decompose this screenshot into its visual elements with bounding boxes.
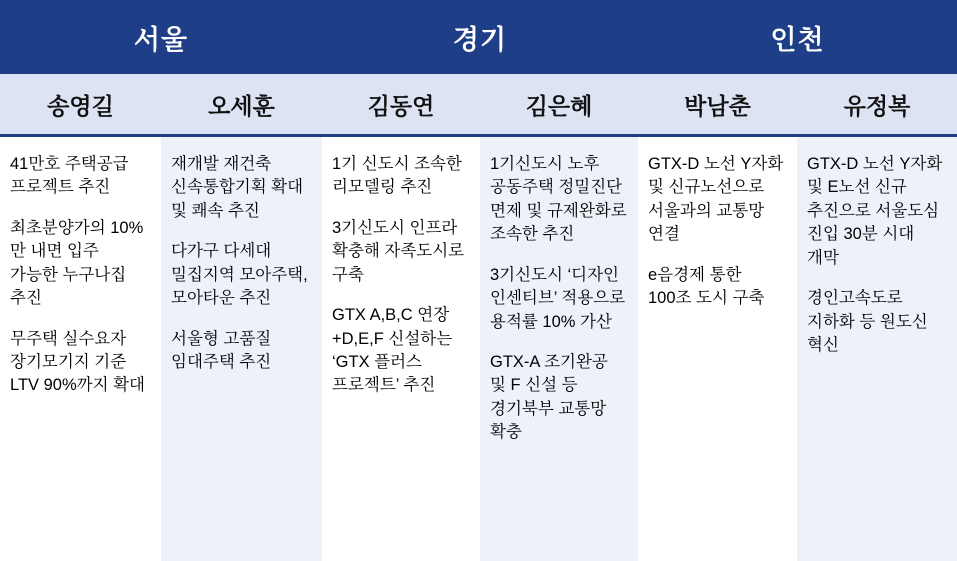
pledge-content-row: [0, 137, 957, 561]
candidate-name-2: 김동연: [367, 92, 435, 119]
pledge-cell-1: [161, 137, 322, 561]
candidate-name-row: [0, 74, 957, 137]
pledge-item: e음경제 통한 100조 도시 구축: [648, 265, 765, 308]
region-header-gyeonggi: 경기: [452, 24, 508, 55]
pledge-cell-2: [322, 137, 480, 561]
pledge-cell-5: [797, 137, 957, 561]
pledge-item: 최초분양가의 10%만 내면 입주 가능한 누구나집 추진: [10, 218, 144, 308]
pledge-item: 서울형 고품질 임대주택 추진: [171, 329, 272, 371]
candidate-name-4: 박남춘: [684, 92, 751, 119]
pledge-cell-3: [480, 137, 638, 561]
pledge-item: 무주택 실수요자 장기모기지 기준 LTV 90%까지 확대: [10, 329, 145, 395]
pledge-item: GTX-D 노선 Y자화 및 E노선 신규 추진으로 서울도심 진입 30분 시대 개막: [807, 155, 943, 267]
region-header-row: [0, 0, 957, 74]
pledge-item: 1기신도시 노후 공동주택 정밀진단 면제 및 규제완화로 조속한 추진: [490, 155, 627, 244]
pledge-item: 다가구 다세대 밀집지역 모아주택, 모아타운 추진: [171, 242, 308, 308]
pledge-cell-0: [0, 137, 161, 561]
candidate-name-3: 김은혜: [525, 92, 593, 119]
candidate-name-0: 송영길: [47, 92, 114, 119]
region-header-seoul: 서울: [133, 24, 189, 55]
pledge-item: 3기신도시 ‘디자인 인센티브’ 적용으로 용적률 10% 가산: [490, 265, 626, 331]
pledge-item: 경인고속도로 지하화 등 원도신 혁신: [807, 289, 928, 354]
pledge-cell-4: [638, 137, 797, 561]
pledge-item: GTX-A 조기완공 및 F 신설 등 경기북부 교통망 확충: [490, 352, 608, 442]
region-header-incheon: 인천: [770, 24, 825, 55]
pledge-item: GTX A,B,C 연장+D,E,F 신설하는 ‘GTX 플러스 프로젝트’ 추진: [332, 306, 453, 395]
pledge-item: 재개발 재건축 신속통합기획 확대 및 쾌속 추진: [171, 155, 304, 220]
pledge-item: 1기 신도시 조속한 리모델링 추진: [332, 155, 462, 197]
candidate-name-5: 유정복: [843, 92, 911, 119]
pledge-item: GTX-D 노선 Y자화 및 신규노선으로 서울과의 교통망 연결: [648, 155, 784, 244]
candidate-name-1: 오세훈: [208, 92, 275, 119]
pledge-item: 41만호 주택공급 프로젝트 추진: [10, 155, 129, 197]
pledge-item: 3기신도시 인프라 확충해 자족도시로 구축: [332, 218, 465, 284]
